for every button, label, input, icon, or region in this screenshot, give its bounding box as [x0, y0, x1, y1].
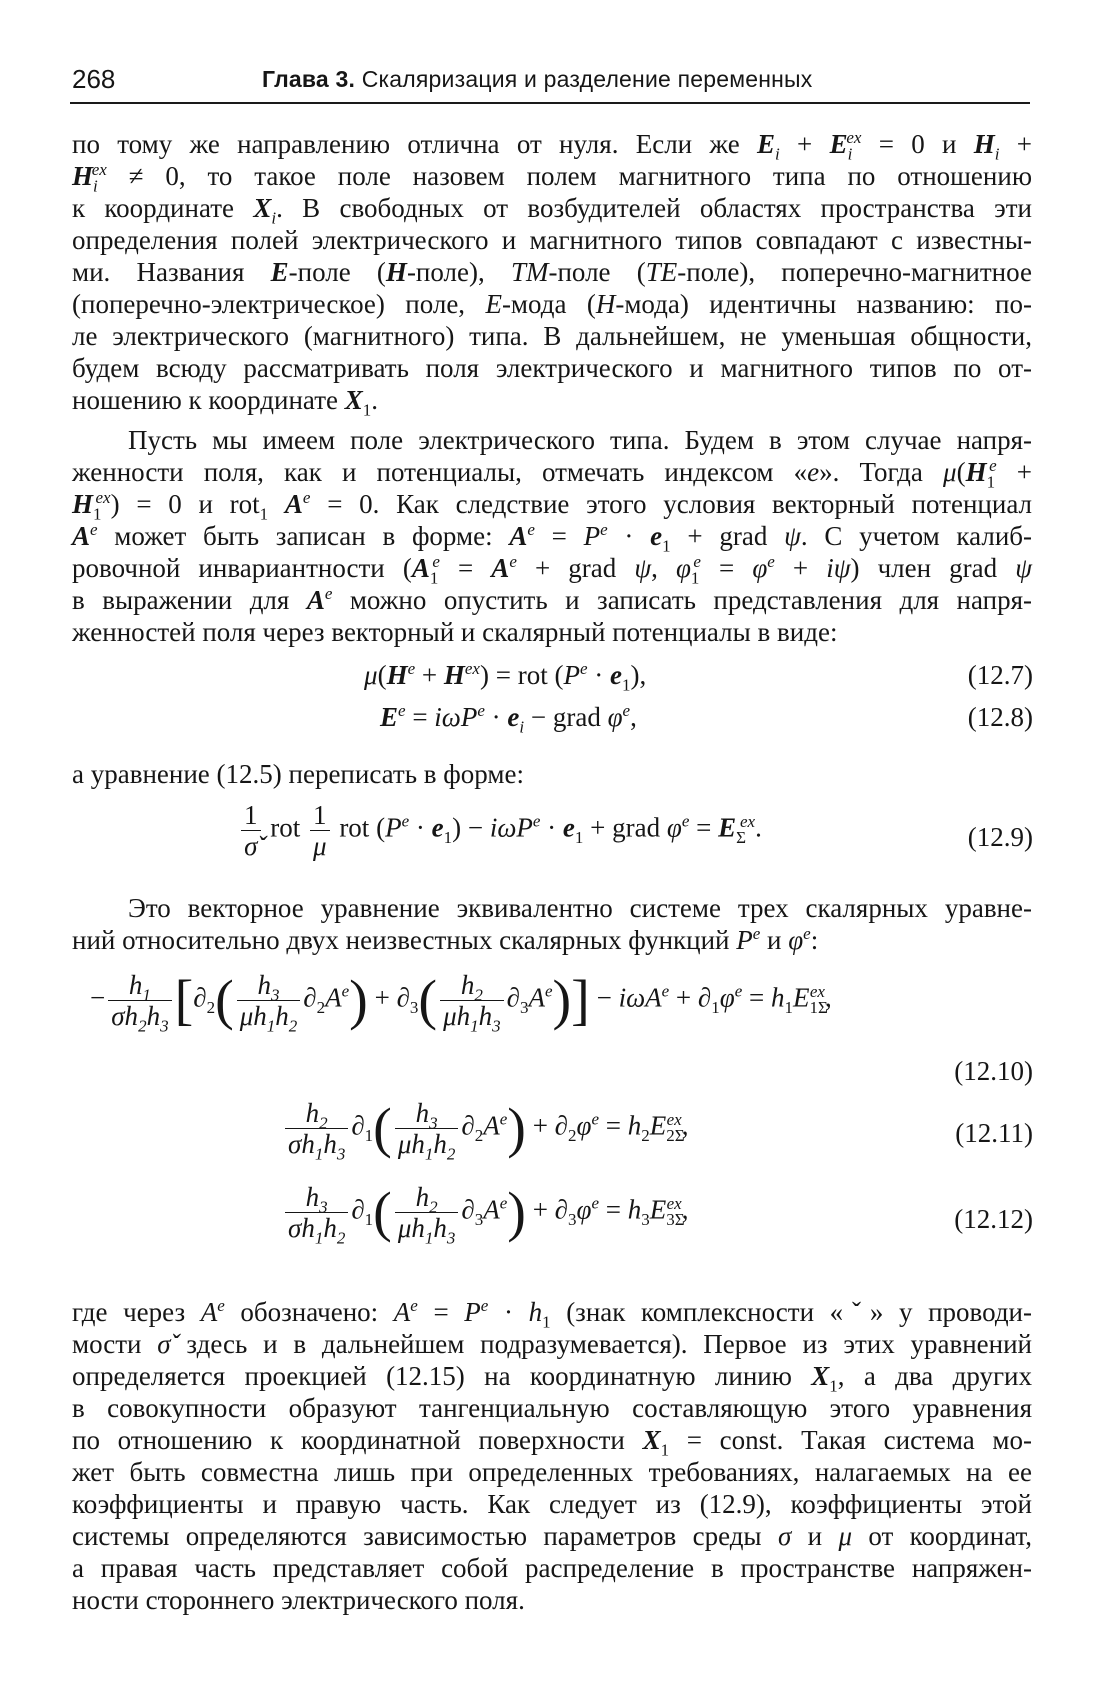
text-line: к координате $X_i$. В свободных от возбудителей областях пространства эти — [72, 193, 1033, 228]
text-line: ми. Названия E-поле (H-поле), TM-поле (TE-поле), поперечно-магнитное — [72, 257, 1032, 287]
equation-12-11: $\frac{h_2}{\sigma h_1h_3}$ $\partial_1$( $\frac{h_3}{\mu h_1h_2}$ $\partial_2A^e) + \partial_2\varphi^e = h_2E_{2\Sigma}^{ex}$, — [282, 1098, 688, 1178]
page-header — [70, 62, 1030, 104]
page-number: 268 — [72, 64, 116, 94]
text-line: ле электрического (магнитного) типа. В дальнейшем, не уменьшая общности, — [72, 321, 1032, 351]
text-line: (поперечно-электрическое) поле, E-мода (H-мода) идентичны названию: по- — [72, 289, 1032, 319]
chapter-label: Глава 3. — [262, 66, 356, 92]
text-line: ний относительно двух неизвестных скалярных функций $P^e$ и $\varphi^e$: — [72, 924, 819, 955]
equation-number: (12.12) — [954, 1204, 1033, 1234]
text-line: Пусть мы имеем поле электрического типа. Будем в этом случае напря- — [128, 425, 1032, 455]
equation-12-9: $\frac{1}{\sigmǎ}$ rot $\frac{1}{\mu}$ rot $(P^e \cdot e_1) - i\omega P^e \cdot e_1$ + grad $\varphi^e = E_\Sigma^{ex}$. — [238, 800, 762, 876]
text-line: $H_1^{ex}) = 0$ и rot$_1$ $A^e = 0$. Как следствие этого условия векторный потенциал — [72, 488, 1033, 524]
text-line: жет быть совместна лишь при определенных требованиях, налагаемых на ее — [72, 1457, 1032, 1487]
text-line: а правая часть представляет собой распределение в пространстве напряжен- — [72, 1553, 1032, 1583]
text-line: определяется проекцией (12.15) на координатную линию $X_1$, а два других — [72, 1361, 1032, 1396]
text-line: будем всюду рассматривать поля электрического и магнитного типов по от- — [72, 353, 1032, 383]
text-line: женностей поля через векторный и скалярный потенциалы в виде: — [72, 617, 838, 647]
equation-number: (12.10) — [954, 1056, 1033, 1086]
text-line: $H_i^{ex} \ne 0$, то такое поле назовем полем магнитного типа по отношению — [72, 160, 1032, 196]
text-line: ровочной инвариантности ($A_1^e = A^e$ + grad ψ, $\varphi_1^e = \varphi^e + i\psi$) член grad ψ — [72, 552, 1033, 588]
text-line: где через $A^e$ обозначено: $A^e = P^e \cdot h_1$ (знак комплексности «ˇ» у проводи- — [72, 1296, 1033, 1332]
text-line: по отношению к координатной поверхности $X_1$ = const. Такая система мо- — [72, 1425, 1032, 1460]
text-line: в выражении для $A^e$ можно опустить и записать представления для напря- — [72, 584, 1032, 615]
equation-12-12: $\frac{h_3}{\sigma h_1h_2}$ $\partial_1$( $\frac{h_2}{\mu h_1h_3}$ $\partial_3A^e) + \partial_3\varphi^e = h_3E_{3\Sigma}^{ex}$, — [282, 1182, 688, 1262]
text-line: коэффициенты и правую часть. Как следует из (12.9), коэффициенты этой — [72, 1489, 1032, 1519]
equation-number: (12.11) — [955, 1118, 1033, 1148]
text-line: $A^e$ может быть записан в форме: $A^e = P^e \cdot e_1$ + grad ψ. С учетом калиб- — [72, 520, 1033, 556]
text-line: мости σ̌ здесь и в дальнейшем подразумевается). Первое из этих уравнений — [72, 1329, 1033, 1359]
equation-number: (12.7) — [967, 660, 1033, 690]
equation-12-10: − $\frac{h_1}{\sigma h_2h_3}$ [$\partial_2$( $\frac{h_3}{\mu h_1h_2}$ $\partial_2A^e) + \partial_3$( $\frac{h_2}{\mu h_1h_3}$ $\partial_3A^e)] - i\omega A^e + \partial_1\varphi^e = h_1E_{1\Sigma}^{ex}$, — [90, 969, 832, 1036]
text-line: ношению к координате $X_1$. — [72, 385, 379, 420]
text-line: системы определяются зависимостью параметров среды σ и μ от координат, — [72, 1521, 1032, 1551]
text-line: определения полей электрического и магнитного типов совпадают с известны- — [72, 225, 1032, 255]
text-line: а уравнение (12.5) переписать в форме: — [72, 759, 524, 789]
equation-number: (12.9) — [967, 822, 1033, 852]
text-line: женности поля, как и потенциалы, отмечать индексом «e». Тогда $\mu(H_1^e$ + — [72, 456, 1032, 492]
text-line: ности стороннего электрического поля. — [72, 1585, 525, 1615]
running-head — [262, 66, 812, 93]
text-line: в совокупности образуют тангенциальную составляющую этого уравнения — [72, 1393, 1032, 1423]
equation-12-8: $E^e = i\omega P^e \cdot e_i$ − grad $\varphi^e$, — [380, 701, 637, 737]
equation-12-7: $\mu(H^e + H^{ex})$ = rot $(P^e \cdot e_1)$, — [364, 659, 647, 695]
text-line: Это векторное уравнение эквивалентно системе трех скалярных уравне- — [128, 893, 1032, 923]
text-line: по тому же направлению отлична от нуля. Если же $E_i + E_i^{ex} = 0$ и $H_i$ + — [72, 128, 1032, 164]
equation-number: (12.8) — [967, 702, 1033, 732]
chapter-title: Скаляризация и разделение переменных — [361, 66, 813, 92]
